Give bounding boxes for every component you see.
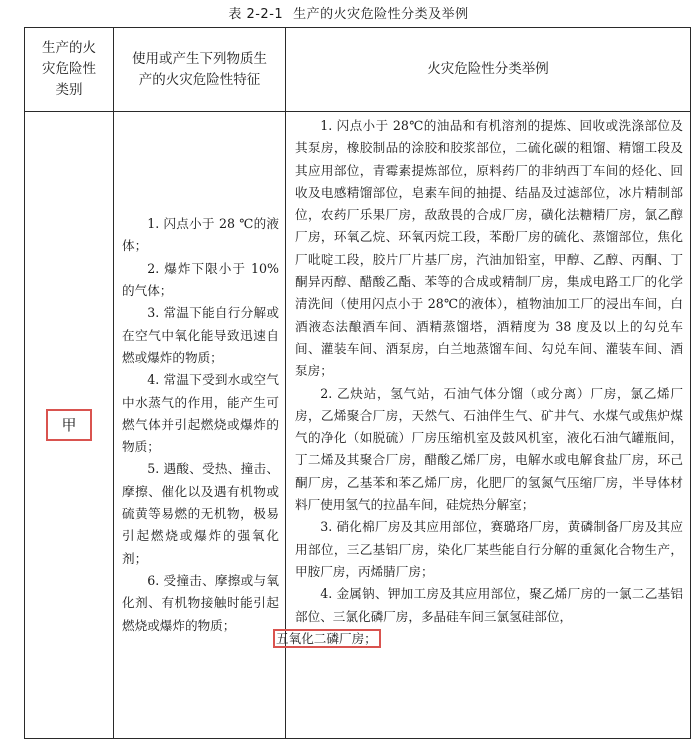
feature-item: 5. 遇酸、受热、撞击、摩擦、催化以及遇有机物或硫黄等易燃的无机物，极易引起燃烧或爆炸的强氧化剂； xyxy=(122,461,279,566)
feature-item: 6. 受撞击、摩擦或与氧化剂、有机物接触时能引起燃烧或爆炸的物质； xyxy=(122,572,279,633)
table-title: 生产的火灾危险性分类及举例 xyxy=(293,7,469,22)
example-item xyxy=(276,583,683,650)
category-label: 甲 xyxy=(46,409,91,441)
highlighted-example: 五氧化二磷厂房； xyxy=(273,629,381,648)
example-item-text: 4. 金属钠、钾加工房及其应用部位，聚乙烯厂房的一氯二乙基铝部位、三氯化磷厂房，多晶硅车间三氯氢硅部位， xyxy=(295,586,683,624)
example-item: 3. 硝化棉厂房及其应用部位，赛璐珞厂房，黄磷制备厂房及其应用部位，三乙基铝厂房，染化厂某些能自行分解的重氮化合物生产，甲胺厂房，丙烯腈厂房； xyxy=(295,519,683,579)
category-cell xyxy=(25,112,114,739)
table-caption xyxy=(0,3,697,22)
header-examples: 火灾危险性分类举例 xyxy=(286,28,691,112)
header-row xyxy=(25,28,691,112)
fire-hazard-table xyxy=(24,27,691,739)
feature-item: 4. 常温下受到水或空气中水蒸气的作用，能产生可燃气体并引起燃烧或爆炸的物质； xyxy=(122,372,279,455)
header-category xyxy=(25,28,114,112)
example-item: 1. 闪点小于 28℃的油品和有机溶剂的提炼、回收或洗涤部位及其泵房，橡胶制品的涂胶和胶浆部位，二硫化碳的粗馏、精馏工段及其应用部位，青霉素提炼部位，原料药厂的非纳西丁车间的烃化、回收及电感精馏部位，皂素车间的抽提、结晶及过滤部位，冰片精制部位，农药厂乐果厂房，敌敌畏的合成厂房，磺化法糖精厂房，氯乙醇厂房，环氧乙烷、环氧丙烷工段，苯酚厂房的硫化、蒸馏部位，焦化厂吡啶工段，胶片厂片基厂房，汽油加铅室，甲醇、乙醇、丙酮、丁酮异丙醇、醋酸乙酯、苯等的合成或精制厂房，集成电路工厂的化学清洗间（使用闪点小于 28℃的液体），植物油加工厂的浸出车间，白酒液态法酿酒车间、酒精蒸馏塔，酒精度为 38 度及以上的勾兑车间、灌装车间、酒泵房，白兰地蒸馏车间、勾兑车间、灌装车间、酒泵房； xyxy=(295,118,683,379)
feature-item: 2. 爆炸下限小于 10%的气体； xyxy=(122,260,279,299)
header-category-text: 生产的火灾危险性类别 xyxy=(42,40,96,98)
features-cell xyxy=(114,112,286,739)
table-row xyxy=(25,112,691,739)
header-features-text: 使用或产生下列物质生产的火灾危险性特征 xyxy=(132,50,267,88)
feature-item: 1. 闪点小于 28 ℃的液体； xyxy=(122,216,279,254)
example-item: 2. 乙炔站，氢气站，石油气体分馏（或分离）厂房，氯乙烯厂房，乙烯聚合厂房，天然气、石油伴生气、矿井气、水煤气或焦炉煤气的净化（如脱硫）厂房压缩机室及鼓风机室，液化石油气罐瓶间，丁二烯及其聚合厂房，醋酸乙烯厂房，电解水或电解食盐厂房，环己酮厂房，乙基苯和苯乙烯厂房，化肥厂的氢氮气压缩厂房，半导体材料厂使用氢气的拉晶车间，硅烷热分解室； xyxy=(295,385,683,513)
features-list xyxy=(122,213,279,637)
header-features xyxy=(114,28,286,112)
table-number: 表 2-2-1 xyxy=(228,7,284,22)
feature-item: 3. 常温下能自行分解或在空气中氧化能导致迅速自燃或爆炸的物质； xyxy=(122,305,279,365)
examples-list xyxy=(276,115,683,650)
examples-cell xyxy=(276,112,691,739)
